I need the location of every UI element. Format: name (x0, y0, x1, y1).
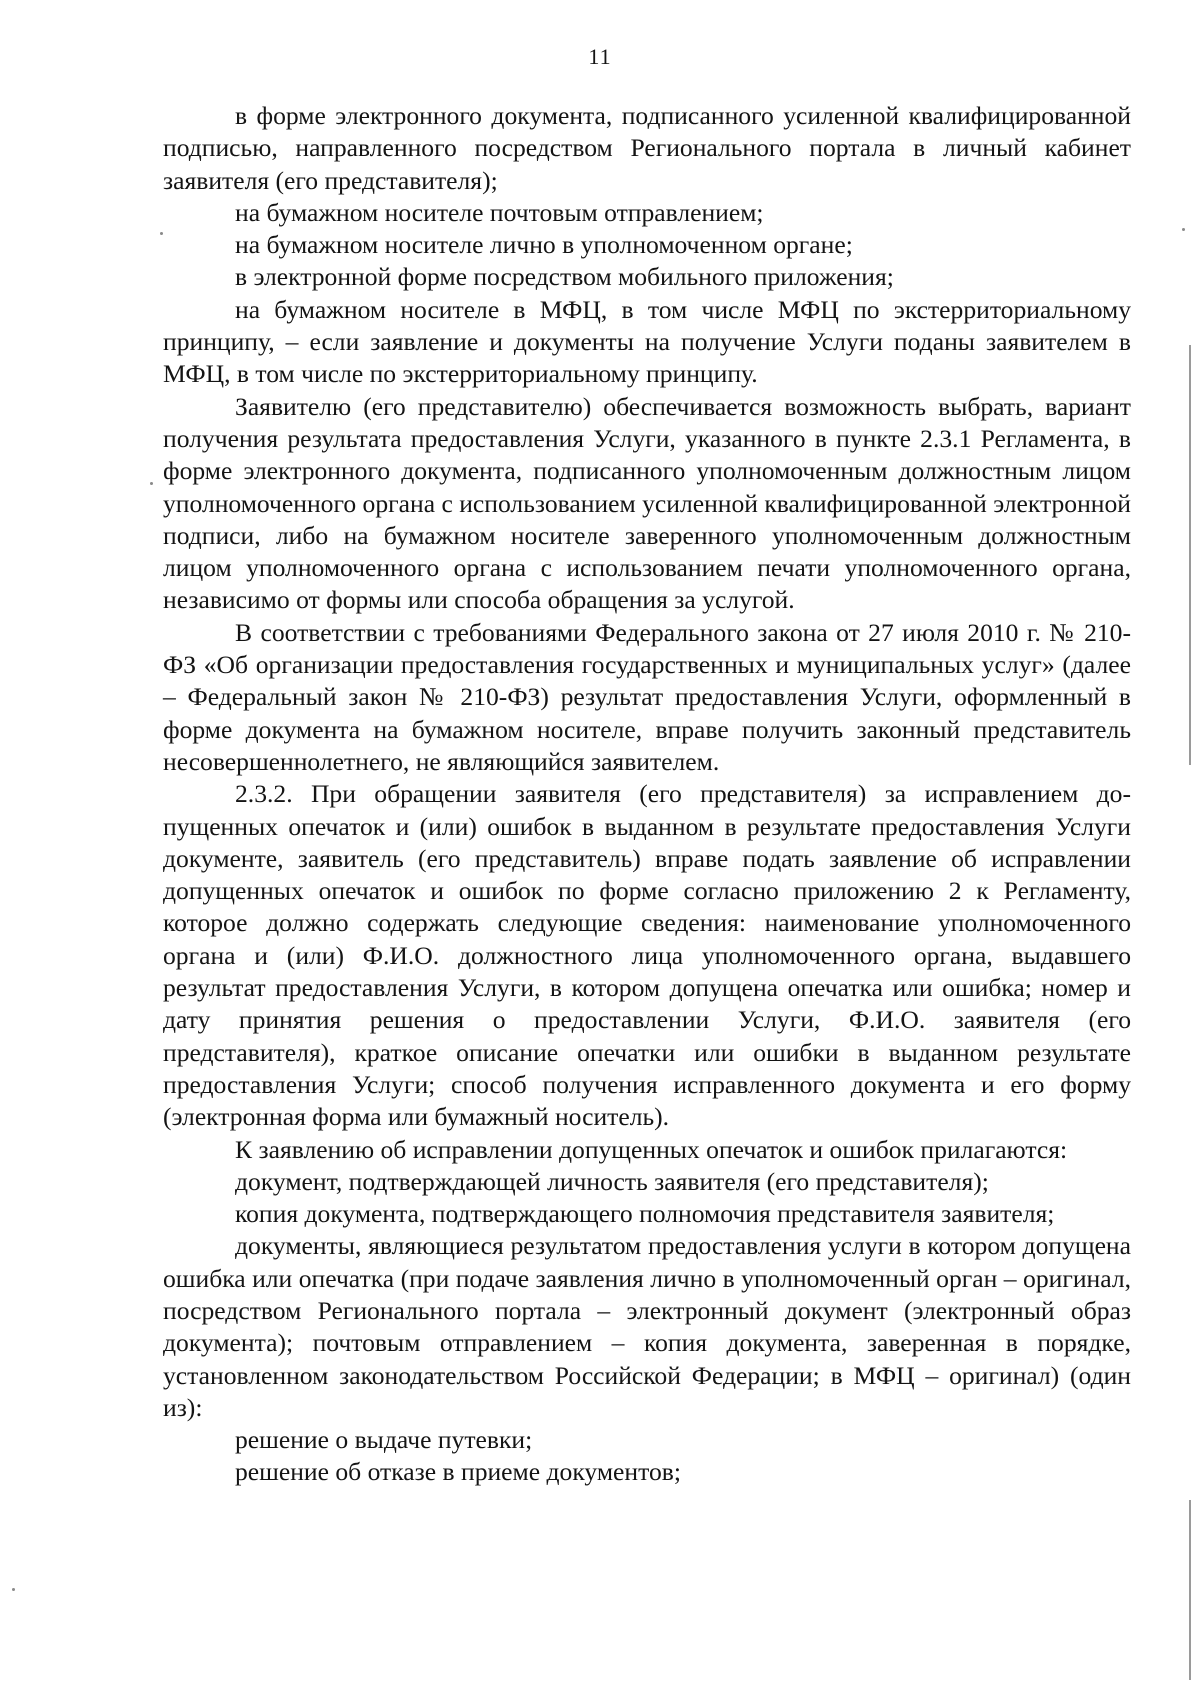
paragraph-in-person: на бумажном носителе лично в уполномоченном органе; (235, 230, 853, 260)
paragraph-postal: на бумажном носителе почтовым отправлением; (235, 197, 764, 227)
scan-edge-mark-lower (1189, 1500, 1191, 1680)
document-body (163, 100, 1131, 1489)
scan-speck (12, 1588, 15, 1591)
scan-speck (150, 482, 153, 485)
paragraph-federal-law: В соответствии с требованиями Федерального закона от 27 июля 2010 г. № 210-ФЗ «Об организации предоставления государственных и муниципальных услуг» (далее – Федеральный закон № 210-ФЗ) результат предоставления Услуги, оформленный в форме документа на бумажном носителе, вправе получить законный представитель несовершеннолетнего, не являющийся заявителем. (163, 617, 1131, 776)
paragraph-mobile-app: в электронной форме посредством мобильного приложения; (235, 262, 894, 292)
paragraph-mfc: на бумажном носителе в МФЦ, в том числе МФЦ по экстерриториальному принципу, – если заявление и документы на получение Услуги поданы заявителем в МФЦ, в том числе по экстерриториальному принципу. (163, 294, 1131, 389)
scan-speck (1182, 228, 1185, 231)
paragraph-attachments-intro: К заявлению об исправлении допущенных опечаток и ошибок прилагаются: (235, 1134, 1068, 1164)
page-number: 11 (588, 44, 612, 69)
paragraph-authority-copy: копия документа, подтверждающего полномочия представителя заявителя; (235, 1199, 1055, 1229)
scan-speck (160, 232, 163, 235)
paragraph-identity-doc: документ, подтверждающей личность заявителя (его представителя); (235, 1166, 989, 1196)
paragraph-electronic-document: в форме электронного документа, подписанного усиленной квалифицированной подписью, направленного посредством Регионального портала в личный кабинет заявителя (его представителя); (163, 101, 1131, 195)
paragraph-voucher-decision: решение о выдаче путевки; (235, 1425, 533, 1455)
paragraph-2-3-2: 2.3.2. При обращении заявителя (его представителя) за исправлением допущенных опечаток и (или) ошибок в выданном в результате предоставления Услуги документе, заявитель (его представитель) вправе подать заявление об исправлении допущенных опечаток и ошибок по форме согласно приложению 2 к Регламенту, которое должно содержать следующие сведения: наименование уполномоченного органа и (или) Ф.И.О. должностного лица уполномоченного органа, выдавшего результат предоставления Услуги, в котором допущена опечатка или ошибка; номер и дату принятия решения о предоставлении Услуги, Ф.И.О. заявителя (его представителя), краткое описание опечатки или ошибки в выданном результате предоставления Услуги; способ получения исправленного документа и его форму (электронная форма или бумажный носитель). (163, 779, 1131, 1132)
paragraph-refusal-decision: решение об отказе в приеме документов; (235, 1457, 681, 1487)
scan-edge-mark-upper (1189, 345, 1191, 765)
paragraph-result-docs: документы, являющиеся результатом предоставления услуги в котором допущена ошибка или опечатка (при подаче заявления лично в уполномоченный орган – оригинал, посредством Регионального портала – электронный документ (электронный образ документа); почтовым отправлением – копия документа, заверенная в порядке, установленном законодательством Российской Федерации; в МФЦ – оригинал) (один из): (163, 1231, 1131, 1422)
paragraph-result-option: Заявителю (его представителю) обеспечивается возможность выбрать, вариант получения результата предоставления Услуги, указанного в пункте 2.3.1 Регламента, в форме электронного документа, подписанного уполномоченным должностным лицом уполномоченного органа с использованием усиленной квалифицированной электронной подписи, либо на бумажном носителе заверенного уполномоченным должностным лицом уполномоченного органа с использованием печати уполномоченного органа, независимо от формы или способа обращения за услугой. (163, 391, 1131, 615)
